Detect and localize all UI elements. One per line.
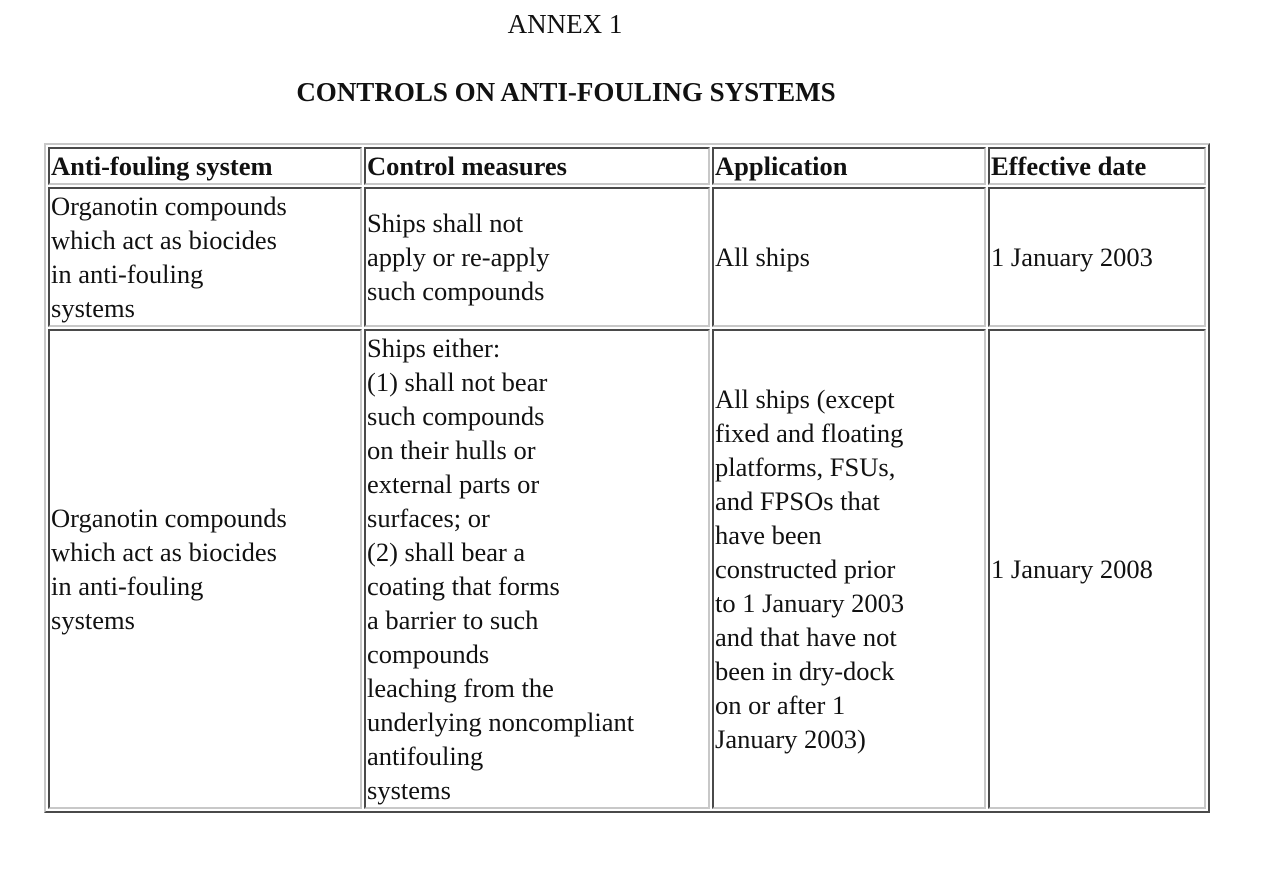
cell-line: antifouling (367, 741, 484, 771)
cell-anti-fouling-system (48, 329, 362, 809)
column-header-effective-date: Effective date (988, 147, 1206, 185)
cell-line: January 2003) (715, 724, 866, 754)
cell-line: been in dry-dock (715, 656, 895, 686)
cell-line: such compounds (367, 276, 545, 306)
cell-line: Ships either: (367, 333, 501, 363)
cell-line: a barrier to such (367, 605, 539, 635)
cell-line: such compounds (367, 401, 545, 431)
cell-line: platforms, FSUs, (715, 452, 896, 482)
cell-line: underlying noncompliant (367, 707, 635, 737)
cell-control-measures (364, 329, 710, 809)
cell-line: in anti-fouling (51, 259, 204, 289)
cell-line: on their hulls or (367, 435, 536, 465)
cell-effective-date: 1 January 2003 (988, 187, 1206, 327)
cell-line: external parts or (367, 469, 540, 499)
cell-line: surfaces; or (367, 503, 490, 533)
annex-label: ANNEX 1 (507, 9, 623, 39)
cell-effective-date: 1 January 2008 (988, 329, 1206, 809)
cell-line: on or after 1 (715, 690, 846, 720)
cell-line: All ships (715, 242, 810, 272)
cell-line: Organotin compounds (51, 191, 287, 221)
cell-line: and that have not (715, 622, 897, 652)
cell-line: apply or re-apply (367, 242, 550, 272)
cell-line: which act as biocides (51, 225, 277, 255)
cell-line: Organotin compounds (51, 503, 287, 533)
cell-line: (2) shall bear a (367, 537, 526, 567)
controls-table (44, 143, 1210, 813)
cell-line: coating that forms (367, 571, 560, 601)
table-header-row (48, 147, 1206, 185)
cell-line: constructed prior (715, 554, 896, 584)
cell-line: systems (367, 775, 451, 805)
column-header-control-measures: Control measures (364, 147, 710, 185)
cell-line: compounds (367, 639, 490, 669)
cell-line: and FPSOs that (715, 486, 880, 516)
cell-anti-fouling-system (48, 187, 362, 327)
table-row (48, 187, 1206, 327)
document-title: CONTROLS ON ANTI-FOULING SYSTEMS (296, 77, 836, 107)
cell-line: systems (51, 293, 135, 323)
cell-line: have been (715, 520, 822, 550)
cell-control-measures (364, 187, 710, 327)
cell-line: All ships (except (715, 384, 895, 414)
column-header-anti-fouling-system: Anti-fouling system (48, 147, 362, 185)
cell-line: systems (51, 605, 135, 635)
cell-line: fixed and floating (715, 418, 904, 448)
cell-line: leaching from the (367, 673, 554, 703)
cell-application (712, 329, 986, 809)
cell-line: to 1 January 2003 (715, 588, 905, 618)
cell-line: which act as biocides (51, 537, 277, 567)
cell-application (712, 187, 986, 327)
column-header-application: Application (712, 147, 986, 185)
cell-line: in anti-fouling (51, 571, 204, 601)
cell-line: (1) shall not bear (367, 367, 548, 397)
cell-line: Ships shall not (367, 208, 524, 238)
table-row (48, 329, 1206, 809)
